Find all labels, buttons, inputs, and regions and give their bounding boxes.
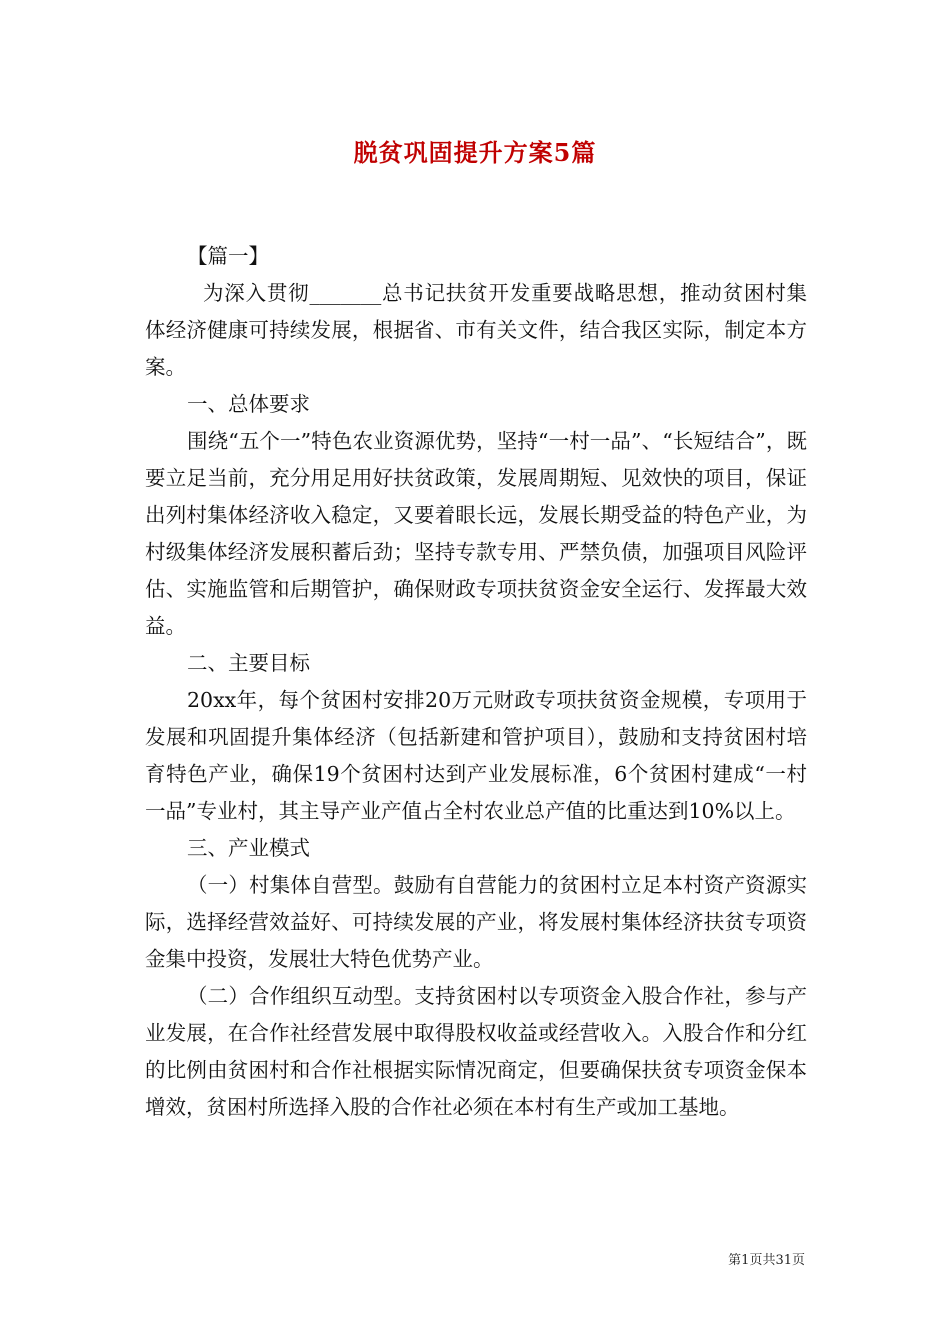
heading-industry-models: 三、产业模式 <box>187 836 310 860</box>
paragraph-cooperative-model: （二）合作组织互动型。支持贫困村以专项资金入股合作社，参与产业发展，在合作社经营发展中取得股权收益或经营收入。入股合作和分红的比例由贫困村和合作社根据实际情况商定，但要确保扶贫专项资金保本增效，贫困村所选择入股的合作社必须在本村有生产或加工基地。 <box>145 984 807 1119</box>
intro-paragraph: 为深入贯彻_______总书记扶贫开发重要战略思想，推动贫困村集体经济健康可持续发展，根据省、市有关文件，结合我区实际，制定本方案。 <box>145 281 807 379</box>
document-body <box>145 238 807 1126</box>
heading-main-goals: 二、主要目标 <box>187 651 310 675</box>
page-indicator: 第1页共31页 <box>728 1253 805 1268</box>
document-title: 脱贫巩固提升方案5篇 <box>353 138 597 167</box>
paragraph-self-operated-model: （一）村集体自营型。鼓励有自营能力的贫困村立足本村资产资源实际，选择经营效益好、可持续发展的产业，将发展村集体经济扶贫专项资金集中投资，发展壮大特色优势产业。 <box>145 873 807 971</box>
section-label: 【篇一】 <box>187 244 269 268</box>
paragraph-main-goals: 20xx年，每个贫困村安排20万元财政专项扶贫资金规模，专项用于发展和巩固提升集体经济（包括新建和管护项目），鼓励和支持贫困村培育特色产业，确保19个贫困村达到产业发展标准，6个贫困村建成“一村一品”专业村，其主导产业产值占全村农业总产值的比重达到10%以上。 <box>145 688 807 823</box>
heading-general-requirements: 一、总体要求 <box>187 392 310 416</box>
paragraph-general-requirements: 围绕“五个一”特色农业资源优势，坚持“一村一品”、“长短结合”，既要立足当前，充分用足用好扶贫政策，发展周期短、见效快的项目，保证出列村集体经济收入稳定，又要着眼长远，发展长期受益的特色产业，为村级集体经济发展积蓄后劲；坚持专款专用、严禁负债，加强项目风险评估、实施监管和后期管护，确保财政专项扶贫资金安全运行、发挥最大效益。 <box>145 429 807 638</box>
